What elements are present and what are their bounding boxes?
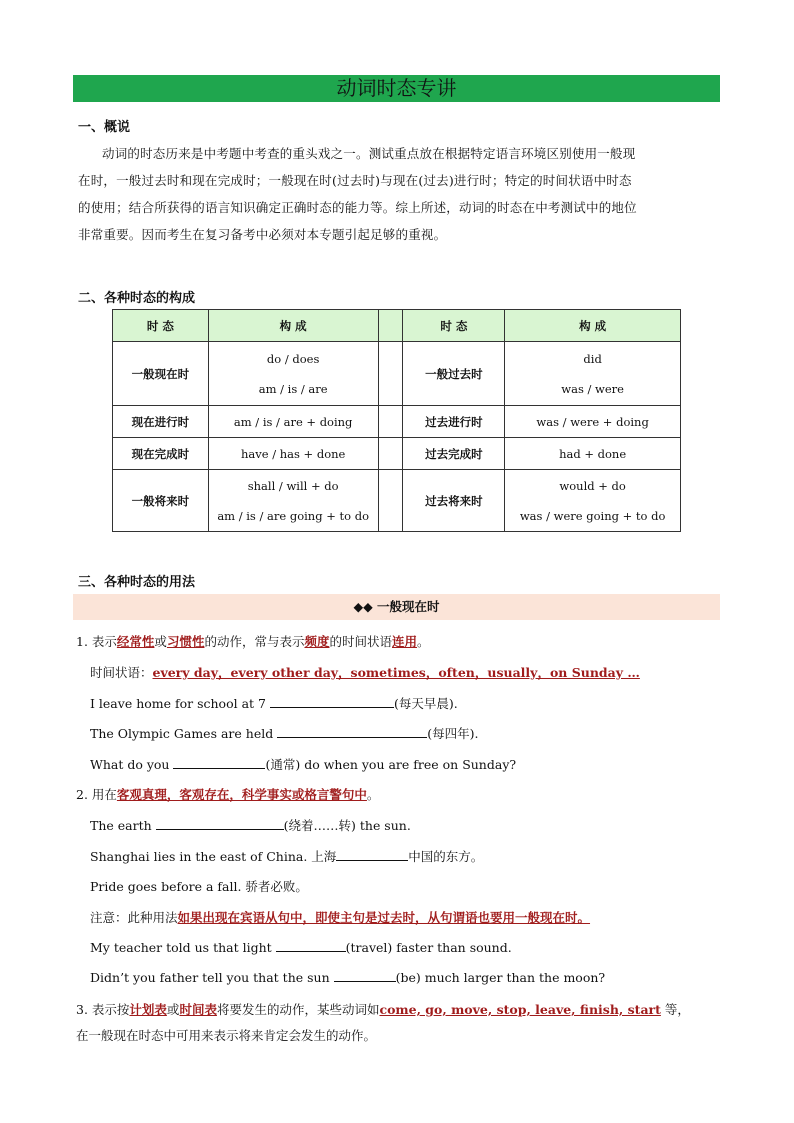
adverbials-label: 时间状语：	[90, 665, 153, 680]
form-line: am / is / are going + to do	[217, 508, 370, 523]
text: The earth	[90, 818, 156, 833]
answer-blank[interactable]	[334, 969, 396, 982]
form-line: am / is / are	[258, 381, 328, 396]
answer-blank[interactable]	[270, 695, 394, 708]
text: (通常) do when you are free on Sunday?	[265, 757, 517, 772]
text: 。	[366, 787, 380, 802]
table-row	[113, 342, 681, 406]
tense-name: 一般将来时	[113, 470, 209, 532]
usage-item-2	[76, 785, 379, 803]
text: What do you	[90, 757, 174, 772]
text: 等，	[660, 1002, 690, 1017]
form-line: did	[583, 351, 602, 366]
tense-name: 一般过去时	[403, 342, 505, 406]
highlight: 计划表	[129, 1002, 167, 1017]
header-cell: 时 态	[403, 310, 505, 342]
tense-name: 现在进行时	[113, 406, 209, 438]
text: 中国的东方。	[408, 849, 484, 864]
tense-form: am / is / are + doing	[208, 406, 378, 438]
section-heading-overview: 一、概说	[78, 120, 131, 135]
text: My teacher told us that light	[90, 940, 276, 955]
spacer-cell	[378, 470, 403, 532]
form-line: was / were going + to do	[519, 508, 666, 523]
text: (每天早晨).	[393, 696, 458, 711]
text: 或	[154, 634, 167, 649]
example-1	[90, 694, 458, 712]
text: 的动作，常与表示	[204, 634, 305, 649]
tense-name: 过去将来时	[403, 470, 505, 532]
answer-blank[interactable]	[173, 756, 265, 769]
text: Didn’t you father tell you that the sun	[90, 970, 334, 985]
tense-form	[208, 342, 378, 406]
header-cell: 构 成	[208, 310, 378, 342]
overview-line: 非常重要。因而考生在复习备考中必须对本专题引起足够的重视。	[78, 227, 447, 242]
text: Shanghai lies in the east of China. 上海	[90, 849, 337, 864]
highlight: come, go, move, stop, leave, finish, start	[379, 1002, 661, 1017]
usage-item-3	[76, 1000, 690, 1018]
example-3	[90, 755, 516, 773]
highlight: 频度	[304, 634, 330, 649]
highlight: 连用	[392, 634, 418, 649]
usage-subheading: ◆◆ 一般现在时	[73, 594, 720, 620]
form-line: would + do	[559, 478, 626, 493]
tense-form	[208, 470, 378, 532]
form-line: was / were	[561, 381, 624, 396]
usage-item-3-continued: 在一般现在时态中可用来表示将来肯定会发生的动作。	[76, 1028, 377, 1043]
tense-name: 一般现在时	[113, 342, 209, 406]
example-8	[90, 969, 605, 985]
text: The Olympic Games are held	[90, 726, 278, 741]
header-cell: 构 成	[505, 310, 681, 342]
answer-blank[interactable]	[277, 725, 427, 738]
adverbials-line	[90, 663, 640, 681]
tense-name: 过去完成时	[403, 438, 505, 470]
note-label: 注意：此种用法	[90, 910, 178, 925]
tense-form: have / has + done	[208, 438, 378, 470]
header-cell	[378, 310, 403, 342]
tense-name: 过去进行时	[403, 406, 505, 438]
highlight: 习惯性	[166, 634, 205, 649]
text: I leave home for school at 7	[90, 696, 270, 711]
highlight: 客观真理，客观存在，科学事实或格言警句中	[116, 787, 367, 802]
section-heading-forms: 二、各种时态的构成	[78, 291, 196, 306]
overview-line: 动词的时态历来是中考题中考查的重头戏之一。测试重点放在根据特定语言环境区别使用一般现	[102, 146, 636, 161]
highlight: 经常性	[116, 634, 155, 649]
page-title: 动词时态专讲	[73, 75, 720, 102]
example-2	[90, 724, 478, 742]
text: (绕着……转) the sun.	[283, 818, 411, 833]
text: 或	[166, 1002, 180, 1017]
section-heading-usage: 三、各种时态的用法	[78, 575, 196, 590]
tense-form	[505, 342, 681, 406]
text: 1. 表示	[76, 634, 117, 649]
answer-blank[interactable]	[156, 817, 284, 830]
table-row	[113, 470, 681, 532]
table-row	[113, 438, 681, 470]
tense-name: 现在完成时	[113, 438, 209, 470]
tense-table	[112, 309, 681, 532]
overview-line: 的使用；结合所获得的语言知识确定正确时态的能力等。综上所述，动词的时态在中考测试中的地位	[78, 200, 637, 215]
example-7	[90, 939, 512, 955]
spacer-cell	[378, 438, 403, 470]
table-header-row	[113, 310, 681, 342]
overview-paragraph	[78, 140, 720, 248]
tense-form: was / were + doing	[505, 406, 681, 438]
header-cell: 时 态	[113, 310, 209, 342]
overview-line: 在时，一般过去时和现在完成时；一般现在时(过去时)与现在(过去)进行时；特定的时间状语中时态	[78, 173, 632, 188]
answer-blank[interactable]	[336, 848, 408, 861]
text: 2. 用在	[76, 787, 117, 802]
text: (be) much larger than the moon?	[395, 970, 606, 985]
text: 的时间状语	[329, 634, 392, 649]
highlight: 如果出现在宾语从句中，即使主句是过去时，从句谓语也要用一般现在时。	[177, 910, 591, 925]
example-4	[90, 816, 411, 834]
highlight: 时间表	[179, 1002, 217, 1017]
text: (travel) faster than sound.	[345, 940, 512, 955]
text: 将要发生的动作，某些动词如	[216, 1002, 380, 1017]
tense-form	[505, 470, 681, 532]
example-6: Pride goes before a fall. 骄者必败。	[90, 879, 308, 894]
note-line	[90, 908, 590, 926]
text: 3. 表示按	[76, 1002, 130, 1017]
answer-blank[interactable]	[276, 939, 346, 952]
adverbials-list: every day，every other day，sometimes，often，usually，on Sunday …	[152, 665, 640, 680]
spacer-cell	[378, 342, 403, 406]
tense-form: had + done	[505, 438, 681, 470]
example-5	[90, 847, 483, 865]
text: (每四年).	[427, 726, 479, 741]
spacer-cell	[378, 406, 403, 438]
usage-item-1	[76, 632, 430, 650]
form-line: do / does	[266, 351, 320, 366]
text: 。	[417, 634, 430, 649]
table-row	[113, 406, 681, 438]
form-line: shall / will + do	[247, 478, 339, 493]
